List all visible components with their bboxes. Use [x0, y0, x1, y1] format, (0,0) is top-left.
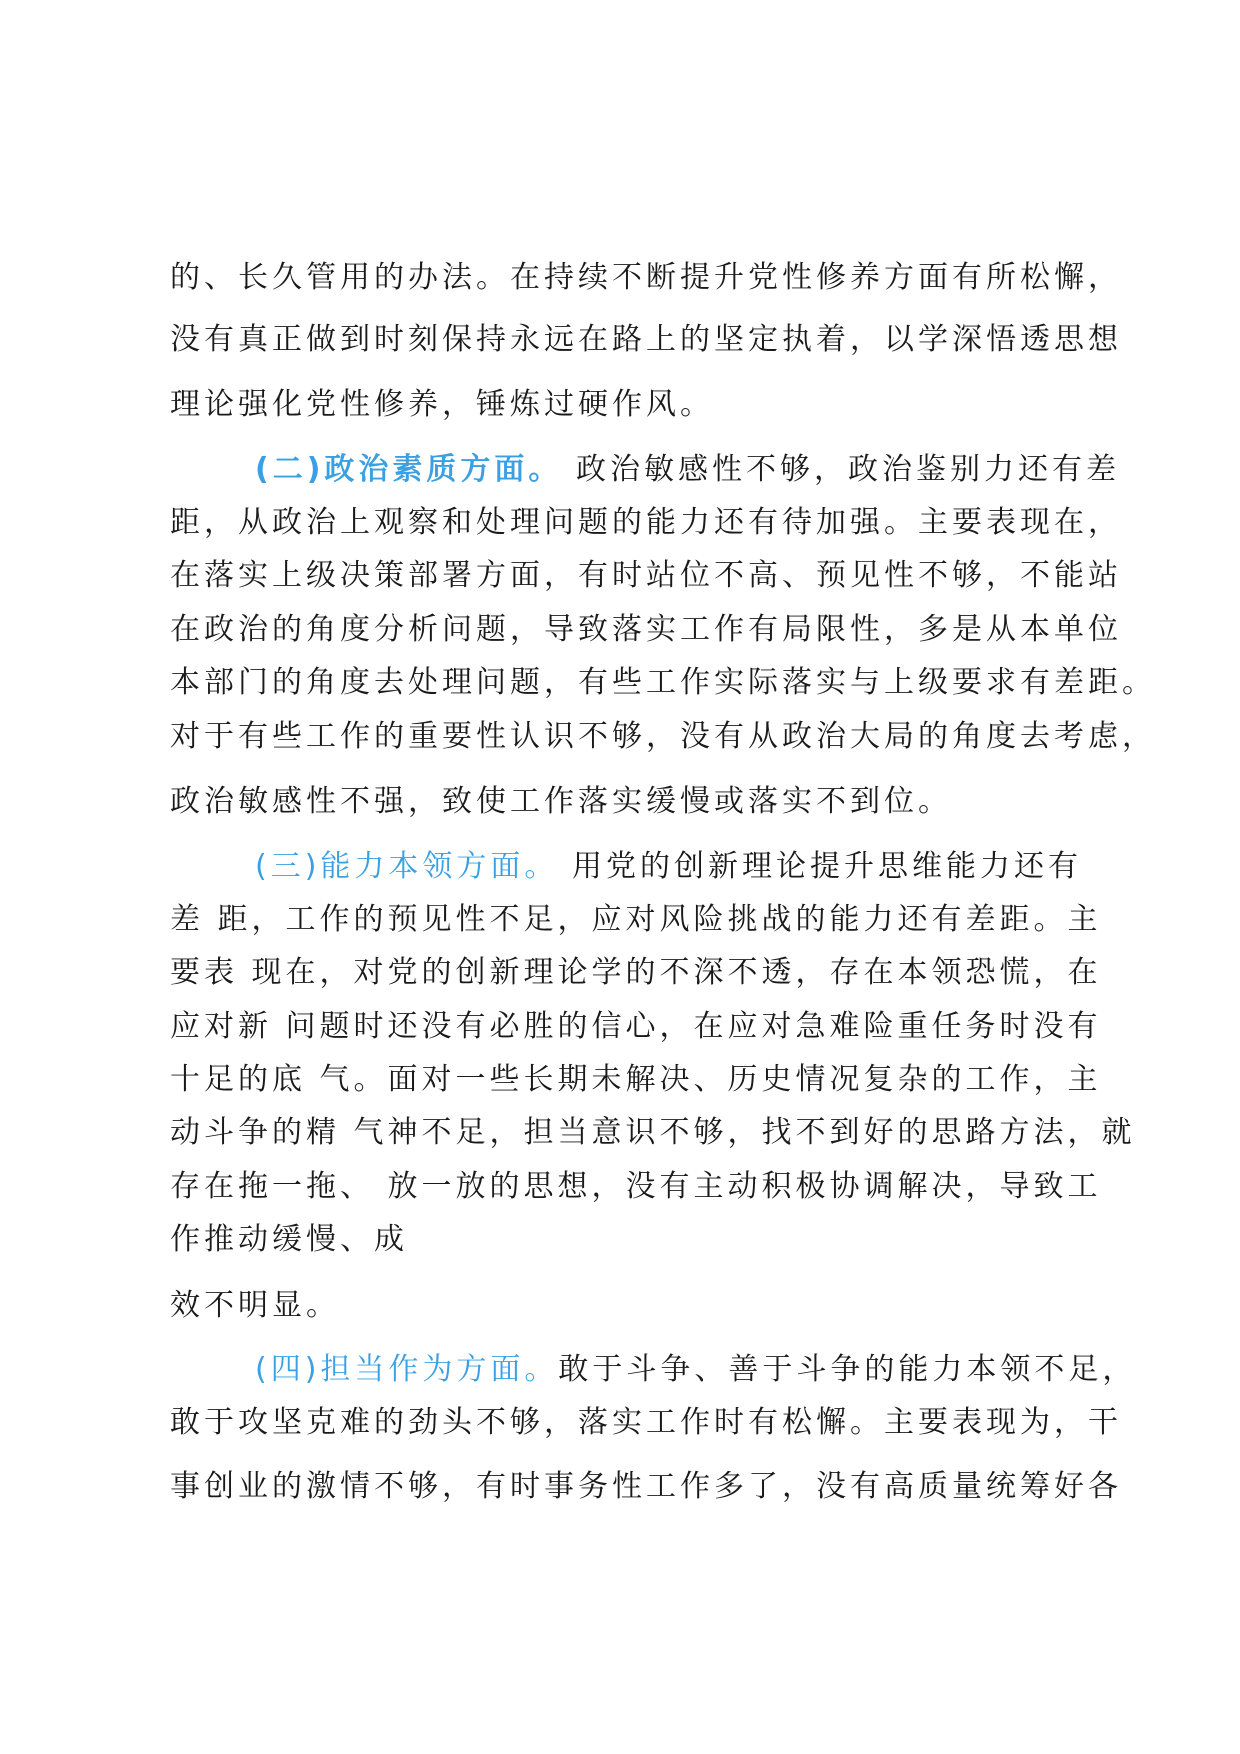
- paragraph-line: 应对新 问题时还没有必胜的信心，在应对急难险重任务时没有: [170, 1009, 1102, 1044]
- paragraph-line: 效不明显。: [170, 1288, 340, 1323]
- section-first-line: [255, 450, 1120, 490]
- paragraph-line: 本部门的角度去处理问题，有些工作实际落实与上级要求有差距。: [170, 665, 1156, 700]
- section-text: 政治敏感性不够，政治鉴别力还有差: [562, 452, 1120, 487]
- section-text: 敢于斗争、善于斗争的能力本领不足，: [558, 1352, 1137, 1387]
- section-first-line: [255, 847, 1082, 887]
- paragraph-line: 作推动缓慢、成: [170, 1222, 408, 1257]
- paragraph-line: 理论强化党性修养，锤炼过硬作风。: [170, 387, 714, 422]
- section-heading-responsibility: (四)担当作为方面。: [255, 1352, 559, 1387]
- section-first-line: [255, 1350, 1136, 1390]
- paragraph-line: 要表 现在，对党的创新理论学的不深不透，存在本领恐慌，在: [170, 955, 1102, 990]
- paragraph-line: 没有真正做到时刻保持永远在路上的坚定执着，以学深悟透思想: [170, 322, 1122, 357]
- section-heading-political-quality: (二)政治素质方面。: [255, 452, 563, 487]
- paragraph-line: 动斗争的精 气神不足，担当意识不够，找不到好的思路方法，就: [170, 1115, 1136, 1150]
- section-heading-ability: (三)能力本领方面。: [255, 849, 559, 884]
- paragraph-line: 对于有些工作的重要性认识不够，没有从政治大局的角度去考虑，: [170, 719, 1156, 754]
- paragraph-line: 在政治的角度分析问题，导致落实工作有局限性，多是从本单位: [170, 612, 1122, 647]
- section-text: 用党的创新理论提升思维能力还有: [558, 849, 1082, 884]
- paragraph-line: 存在拖一拖、 放一放的思想，没有主动积极协调解决，导致工: [170, 1169, 1102, 1204]
- paragraph-line: 在落实上级决策部署方面，有时站位不高、预见性不够，不能站: [170, 558, 1122, 593]
- paragraph-line: 距，从政治上观察和处理问题的能力还有待加强。主要表现在，: [170, 505, 1122, 540]
- paragraph-line: 敢于攻坚克难的劲头不够，落实工作时有松懈。主要表现为，干: [170, 1405, 1122, 1440]
- paragraph-line: 十足的底 气。面对一些长期未解决、历史情况复杂的工作，主: [170, 1062, 1102, 1097]
- paragraph-line: 事创业的激情不够，有时事务性工作多了，没有高质量统筹好各: [170, 1469, 1122, 1504]
- paragraph-line: 的、长久管用的办法。在持续不断提升党性修养方面有所松懈，: [170, 260, 1122, 295]
- paragraph-line: 差 距，工作的预见性不足，应对风险挑战的能力还有差距。主: [170, 902, 1102, 937]
- paragraph-line: 政治敏感性不强，致使工作落实缓慢或落实不到位。: [170, 784, 952, 819]
